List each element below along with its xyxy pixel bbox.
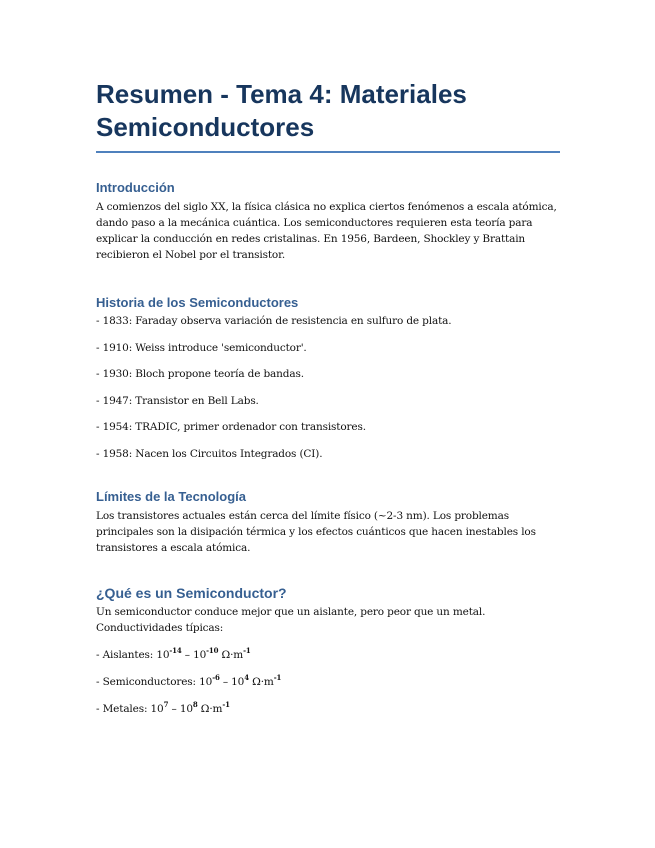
section-heading-semiconductor: ¿Qué es un Semiconductor? [96, 584, 287, 601]
range-high-exponent: 4 [244, 672, 249, 682]
conductivity-semiconductors [96, 674, 560, 690]
range-high-base: 10 [231, 675, 245, 688]
list-item: - 1833: Faraday observa variación de resistencia en sulfuro de plata. [96, 315, 452, 327]
unit-exponent: -1 [273, 672, 282, 682]
conductivity-label: - Semiconductores: [96, 675, 200, 688]
list-item: - 1910: Weiss introduce 'semiconductor'. [96, 341, 307, 354]
section-heading-history: Historia de los Semiconductores [96, 295, 299, 310]
document-page [96, 78, 560, 717]
history-list [96, 313, 560, 462]
conductivity-label: - Metales: [96, 702, 151, 715]
conductivity-insulators [96, 647, 560, 663]
range-low-exponent: 7 [163, 699, 169, 709]
section-heading-introduction: Introducción [96, 180, 175, 195]
list-item: - 1930: Bloch propone teoría de bandas. [96, 368, 304, 380]
page-title: Resumen - Tema 4: Materiales Semiconductores [96, 78, 560, 153]
conductivity-label: - Aislantes: [96, 648, 157, 661]
range-high-exponent: -10 [206, 645, 219, 655]
section-heading-limits: Límites de la Tecnología [96, 488, 247, 504]
range-unit: Ω·m [248, 675, 274, 688]
list-item: - 1947: Transistor en Bell Labs. [96, 394, 259, 407]
range-high-base: 10 [179, 702, 193, 715]
range-separator: – [168, 702, 180, 715]
section-history [96, 295, 560, 462]
introduction-paragraph: A comienzos del siglo XX, la física clásica no explica ciertos fenómenos a escala atómica, dando paso a la mecánica cuántica. Los semiconductores requieren esta teoría para explicar la conducción en redes cristalinas. En 1956, Bardeen, Shockley y Brattain recibieron el Nobel por el transistor. [96, 201, 557, 261]
section-introduction [96, 180, 560, 263]
range-low-base: 10 [199, 675, 213, 688]
range-high-base: 10 [193, 648, 207, 661]
section-limits [96, 489, 560, 556]
range-separator: – [219, 675, 232, 688]
range-unit: Ω·m [218, 648, 244, 661]
range-separator: – [181, 648, 194, 661]
range-high-exponent: 8 [192, 699, 198, 709]
unit-exponent: -1 [222, 699, 230, 709]
limits-paragraph: Los transistores actuales están cerca del límite físico (~2-3 nm). Los problemas principales son la disipación térmica y los efectos cuánticos que hacen inestables los transistores a escala atómica. [96, 509, 536, 554]
list-item: - 1958: Nacen los Circuitos Integrados (CI). [96, 447, 323, 460]
unit-exponent: -1 [243, 645, 251, 655]
list-item: - 1954: TRADIC, primer ordenador con transistores. [96, 421, 366, 433]
semiconductor-paragraph: Un semiconductor conduce mejor que un aislante, pero peor que un metal. Conductividades típicas: [96, 605, 486, 634]
conductivity-metals [96, 701, 560, 717]
section-semiconductor [96, 585, 560, 717]
range-low-exponent: -14 [169, 645, 182, 655]
range-unit: Ω·m [197, 702, 223, 715]
conductivity-list [96, 647, 560, 717]
range-low-exponent: -6 [212, 672, 220, 682]
range-low-base: 10 [150, 702, 164, 715]
range-low-base: 10 [156, 648, 170, 661]
